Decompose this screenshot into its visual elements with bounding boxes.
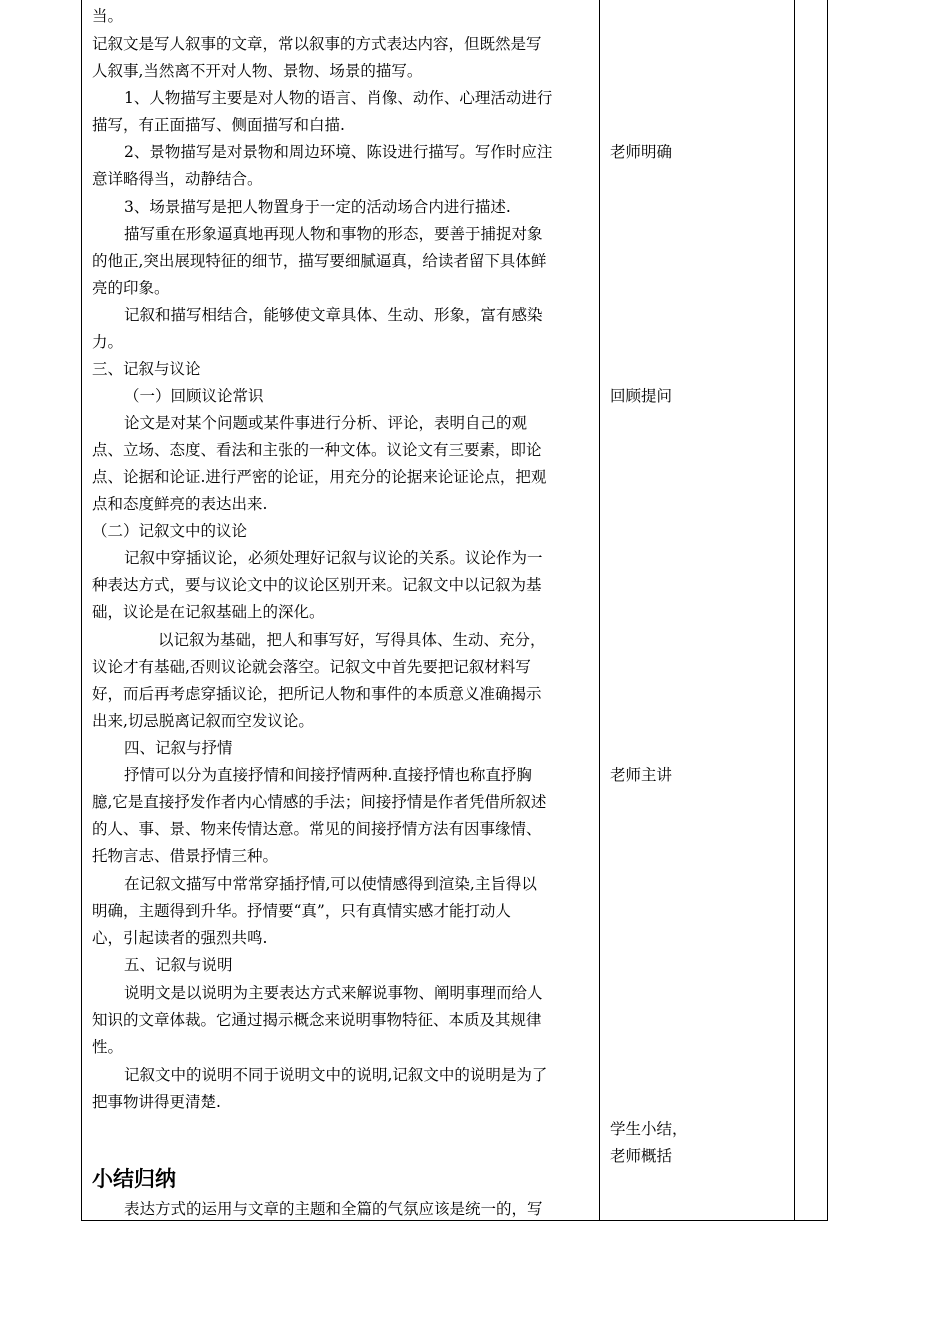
text-line: 记叙文是写人叙事的文章，常以叙事的方式表达内容，但既然是写 bbox=[92, 35, 542, 53]
text-line: 亮的印象。 bbox=[92, 279, 170, 297]
text-line: 记叙文中的说明不同于说明文中的说明,记叙文中的说明是为了 bbox=[124, 1066, 548, 1084]
text-line: 记叙中穿插议论，必须处理好记叙与议论的关系。议论作为一 bbox=[124, 549, 543, 567]
text-line: 础，议论是在记叙基础上的深化。 bbox=[92, 603, 325, 621]
text-line: 性。 bbox=[92, 1038, 124, 1056]
text-line: 描写重在形象逼真地再现人物和事物的形态，要善于捕捉对象 bbox=[124, 225, 543, 243]
text-line: 种表达方式，要与议论文中的议论区别开来。记叙文中以记叙为基 bbox=[92, 576, 542, 594]
text-line: 四、记叙与抒情 bbox=[124, 739, 233, 757]
text-line: 心，引起读者的强烈共鸣. bbox=[92, 929, 268, 947]
text-line: 意详略得当，动静结合。 bbox=[92, 170, 263, 188]
text-line: 表达方式的运用与文章的主题和全篇的气氛应该是统一的，写 bbox=[124, 1200, 543, 1218]
method-note: 老师明确 bbox=[610, 143, 673, 161]
text-line: 把事物讲得更清楚. bbox=[92, 1093, 221, 1111]
text-line: 出来,切忌脱离记叙而空发议论。 bbox=[92, 712, 314, 730]
lesson-table bbox=[81, 0, 828, 1221]
text-line: 人叙事,当然离不开对人物、景物、场景的描写。 bbox=[92, 62, 423, 80]
text-line: 1、人物描写主要是对人物的语言、肖像、动作、心理活动进行 bbox=[124, 89, 553, 107]
text-line: 三、记叙与议论 bbox=[92, 360, 201, 378]
text-line: 描写，有正面描写、侧面描写和白描. bbox=[92, 116, 345, 134]
text-line: 的人、事、景、物来传情达意。常见的间接抒情方法有因事缘情、 bbox=[92, 820, 542, 838]
section-heading: 小结归纳 bbox=[92, 1167, 176, 1191]
method-note: 老师概括 bbox=[610, 1147, 673, 1165]
text-line: 以记叙为基础，把人和事写好，写得具体、生动、充分， bbox=[158, 631, 546, 649]
text-line: （一）回顾议论常识 bbox=[124, 387, 264, 405]
method-column bbox=[599, 0, 794, 1220]
text-line: 好，而后再考虑穿插议论，把所记人物和事件的本质意义准确揭示 bbox=[92, 685, 542, 703]
method-note: 回顾提问 bbox=[610, 387, 673, 405]
text-line: 记叙和描写相结合，能够使文章具体、生动、形象，富有感染 bbox=[124, 306, 543, 324]
text-line: 当。 bbox=[92, 7, 124, 25]
method-note: 老师主讲 bbox=[610, 766, 673, 784]
remarks-column bbox=[794, 0, 828, 1220]
text-line: 托物言志、借景抒情三种。 bbox=[92, 847, 279, 865]
text-line: 说明文是以说明为主要表达方式来解说事物、阐明事理而给人 bbox=[124, 984, 543, 1002]
text-line: 议论才有基础,否则议论就会落空。记叙文中首先要把记叙材料写 bbox=[92, 658, 531, 676]
text-line: 2、景物描写是对景物和周边环境、陈设进行描写。写作时应注 bbox=[124, 143, 553, 161]
text-line: 的他正,突出展现特征的细节，描写要细腻逼真，给读者留下具体鲜 bbox=[92, 252, 547, 270]
text-line: 点、论据和论证.进行严密的论证，用充分的论据来论证论点，把观 bbox=[92, 468, 547, 486]
text-line: 力。 bbox=[92, 333, 124, 351]
text-line: 抒情可以分为直接抒情和间接抒情两种.直接抒情也称直抒胸 bbox=[124, 766, 532, 784]
content-column bbox=[82, 0, 599, 1220]
text-line: 在记叙文描写中常常穿插抒情,可以使情感得到渲染,主旨得以 bbox=[124, 875, 537, 893]
text-line: （二）记叙文中的议论 bbox=[92, 522, 248, 540]
text-line: 知识的文章体裁。它通过揭示概念来说明事物特征、本质及其规律 bbox=[92, 1011, 542, 1029]
text-line: 臆,它是直接抒发作者内心情感的手法；间接抒情是作者凭借所叙述 bbox=[92, 793, 547, 811]
text-line: 点和态度鲜亮的表达出来. bbox=[92, 495, 268, 513]
text-line: 明确，主题得到升华。抒情要“真”，只有真情实感才能打动人 bbox=[92, 902, 511, 920]
text-line: 论文是对某个问题或某件事进行分析、评论，表明自己的观 bbox=[124, 414, 528, 432]
text-line: 五、记叙与说明 bbox=[124, 956, 233, 974]
text-line: 点、立场、态度、看法和主张的一种文体。议论文有三要素，即论 bbox=[92, 441, 542, 459]
text-line: 3、场景描写是把人物置身于一定的活动场合内进行描述. bbox=[124, 198, 511, 216]
method-note: 学生小结， bbox=[610, 1120, 688, 1138]
